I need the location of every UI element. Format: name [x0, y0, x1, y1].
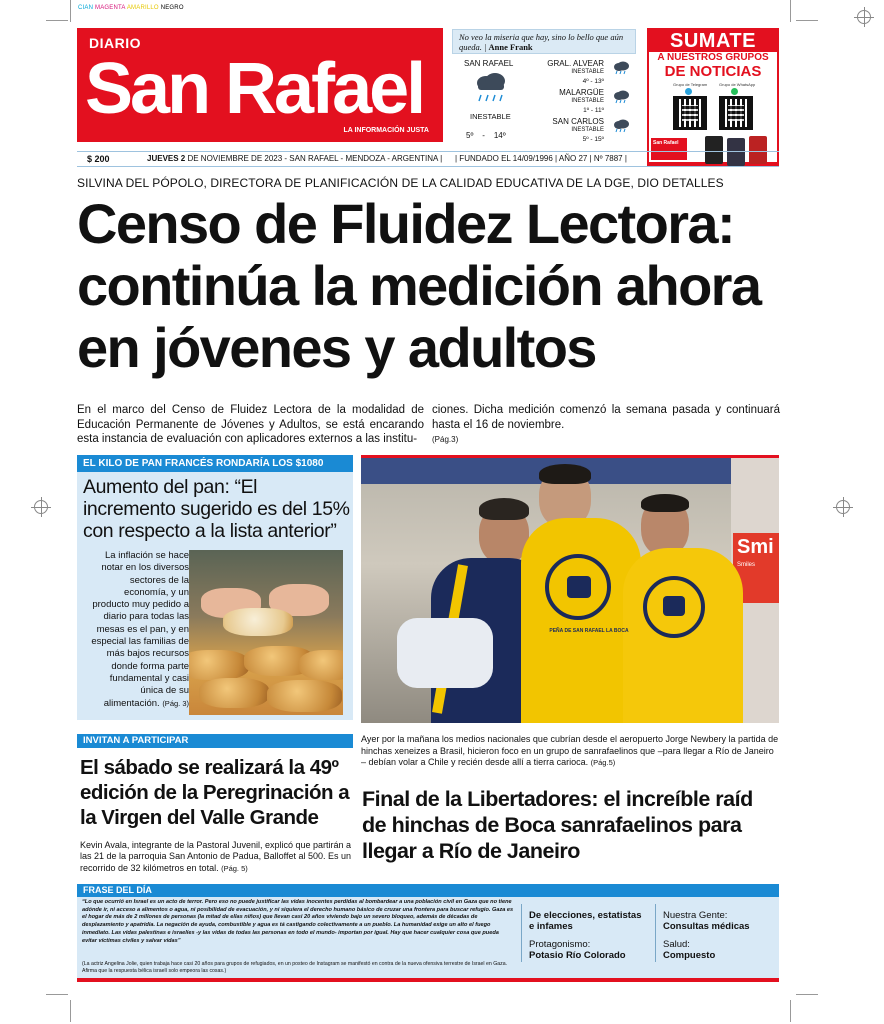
boca-fans-photo	[361, 455, 779, 723]
cmyk-magenta: MAGENTA	[95, 5, 126, 11]
issue-date	[147, 152, 442, 166]
weather-city-state: INESTABLE	[571, 98, 604, 104]
weather-city-sancarlos	[552, 117, 604, 144]
lead-body-col2	[432, 403, 780, 448]
weather-main-state: INESTABLE	[470, 112, 511, 121]
color-registration-legend	[78, 5, 184, 11]
bread-shape	[299, 650, 343, 680]
whatsapp-icon	[731, 88, 738, 95]
bread-shape	[223, 608, 293, 636]
story-tag: INVITAN A PARTICIPAR	[77, 734, 353, 748]
lead-kicker: SILVINA DEL PÓPOLO, DIRECTORA DE PLANIFICACIÓN DE LA CALIDAD EDUCATIVA DE LA DGE, DIO DETALLES	[77, 176, 724, 190]
crop-mark	[46, 994, 68, 995]
rain-cloud-icon	[612, 61, 630, 75]
pena-logo-center	[567, 576, 591, 598]
weather-main-sep: -	[482, 131, 485, 140]
rain-cloud-icon	[612, 90, 630, 104]
masthead-logo	[77, 28, 443, 142]
story-title: Aumento del pan: “El incremento sugerido es del 15% con respecto a la lista anterior”	[83, 476, 350, 542]
lead-headline[interactable]	[77, 193, 787, 379]
person-hair	[641, 494, 689, 512]
crop-mark	[70, 0, 71, 22]
masthead-diario: DIARIO	[89, 35, 141, 51]
story-body	[85, 550, 189, 710]
page-ref[interactable]: (Pág. 3)	[162, 698, 189, 708]
news-groups-ad[interactable]	[647, 28, 779, 166]
quote-of-the-day	[77, 884, 779, 982]
weather-main-max: 14º	[493, 131, 506, 140]
crop-mark	[70, 1000, 71, 1022]
index-value: Compuesto	[663, 950, 716, 961]
crop-mark	[796, 20, 818, 21]
daily-quote: No veo la miseria que hay, sino lo bello que aún queda. | Anne Frank	[452, 29, 636, 54]
index-item-protagonismo[interactable]	[529, 939, 649, 961]
weather-city-state: INESTABLE	[571, 127, 604, 133]
issue-date-rest: DE NOVIEMBRE DE 2023 - SAN RAFAEL - MENDOZA - ARGENTINA |	[185, 154, 443, 163]
lead-body-text: ciones. Dicha medición comenzó la semana pasada y continuará hasta el 16 de noviembre.	[432, 404, 780, 431]
lead-headline-line: continúa la medición ahora	[77, 254, 761, 317]
pilgrimage-body	[80, 840, 355, 874]
weather-city-state: INESTABLE	[571, 69, 604, 75]
registration-mark-icon	[857, 10, 871, 24]
masthead-name: San Rafael	[85, 49, 424, 129]
qr-label-whatsapp: Grupo de WhatsApp	[719, 82, 756, 87]
frase-note: (La actriz Angelina Jolie, quien trabaja hace casi 20 años para grupos de refugiados, en un posteo de Instagram se manifestó en contra de la nueva ofensiva terrestre de Israel en Gaza. Afirma que la respuesta bélica israelí solo empeora las cosas.)	[82, 961, 508, 974]
bread-shape	[199, 678, 269, 708]
qr-code-whatsapp[interactable]	[719, 96, 753, 130]
weather-city-temps: 5º - 15º	[582, 136, 604, 143]
weather-city-malargue	[559, 88, 604, 115]
story-tag: FRASE DEL DÍA	[77, 884, 779, 897]
boca-headline[interactable]: Final de la Libertadores: el increíble raíd de hinchas de Boca sanrafaelinos para llegar a Río de Janeiro	[362, 787, 753, 863]
weather-city-temps: 1º - 11º	[583, 107, 604, 114]
issue-founded: | FUNDADO EL 14/09/1996 | AÑO 27 | Nº 7887 |	[455, 154, 627, 163]
cmyk-cyan: CIAN	[78, 5, 94, 11]
rain-drops-icon	[478, 94, 506, 104]
index-label: Salud:	[663, 939, 690, 950]
index-item-salud[interactable]	[663, 939, 779, 961]
bread-shape	[189, 650, 249, 680]
weather-city-name: MALARGÜE	[559, 88, 604, 97]
issue-weekday: JUEVES 2	[147, 154, 186, 163]
dateline-bar	[77, 151, 779, 167]
quote-author: Anne Frank	[488, 42, 533, 52]
index-value: Potasio Río Colorado	[529, 950, 626, 961]
registration-mark-icon	[34, 500, 48, 514]
story-body-text: Kevin Avala, integrante de la Pastoral Juvenil, explicó que partirán a las 21 de la parroquia San Antonio de Padua, Balloffet al 500. Es un recorrido de 32 kilómetros en total.	[80, 840, 352, 873]
qr-label-telegram: Grupo de Telegram	[673, 82, 708, 87]
crop-mark	[790, 0, 791, 22]
airline-sign-small: Smiles	[737, 562, 756, 568]
crop-mark	[46, 20, 68, 21]
frase-text: “Lo que ocurrió en Israel es un acto de terror. Pero eso no puede justificar las vidas inocentes perdidas al bombardear a una población civil en Gaza que no tiene adónde ir, ni acceso a alimentos o agua, ni posibilidad de evacuación, y ni siquiera el derecho humano básico de cruzar una frontera para buscar refugio. Gaza es el hogar de más de 2 millones de personas (la mitad de ellas niños) que llevan casi 20 años viviendo bajo un severo bloqueo, además de décadas de desplazamiento y apatridia. La negación de ayuda, combustible y agua es tá castigando colectivamente a un pueblo. La humanidad exige un alto el fuego inmediato. Las vidas palestinas e israelíes -y las vidas de todas las personas en todo el mundo- importan por igual. Hay que hacer cualquier cosa que pueda evitar víctimas civiles y salvar vidas”	[82, 899, 514, 944]
divider	[655, 904, 656, 962]
page-ref[interactable]: (Pág. 5)	[221, 863, 248, 873]
crop-mark	[796, 994, 818, 995]
rain-cloud-icon	[612, 119, 630, 133]
rain-cloud-icon	[474, 72, 508, 94]
person-hair	[479, 498, 529, 520]
page-ref[interactable]: (Pág.3)	[432, 435, 459, 444]
weather-city-temps: 4º - 13º	[582, 78, 604, 85]
weather-panel	[452, 56, 636, 146]
divider	[521, 904, 522, 962]
bread-shape	[267, 680, 342, 712]
index-item-nuestra-gente[interactable]	[663, 910, 779, 932]
bread-photo	[189, 550, 343, 715]
story-tag: EL KILO DE PAN FRANCÉS RONDARÍA LOS $1080	[77, 455, 353, 472]
index-label: Protagonismo:	[529, 939, 591, 950]
bread-price-story[interactable]	[77, 455, 353, 720]
lead-body-col1: En el marco del Censo de Fluidez Lectora de la modalidad de Educación Permanente de Jóvenes y Adultos, se está encarando esta instancia de evaluación con aplicadores externos a las institu-	[77, 404, 424, 445]
airline-sign-text: Smi	[737, 536, 774, 558]
registration-mark-icon	[836, 500, 850, 514]
pena-logo-center	[663, 596, 685, 616]
index-title: De elecciones, estatistas e infames	[529, 910, 642, 932]
index-value: Consultas médicas	[663, 921, 750, 932]
index-item-elecciones[interactable]	[529, 910, 649, 932]
folded-flag	[397, 618, 493, 688]
weather-city-alvear	[547, 59, 604, 86]
caption-text: Ayer por la mañana los medios nacionales que cubrían desde el aeropuerto Jorge Newbery la partida de hinchas xeneizes a Brasil, hicieron foco en un grupo de sanrafaelinos que –para llegar a Río de Janeiro – debían volar a Chile y recién desde allí a tierra carioca.	[361, 734, 779, 767]
quote-text: No veo la miseria que hay, sino lo bello que aún queda.	[459, 32, 624, 52]
page-ref[interactable]: (Pág.5)	[590, 758, 616, 767]
photo-caption	[361, 734, 781, 769]
ad-mini-badge-text: San Rafael	[653, 140, 679, 146]
pilgrimage-headline[interactable]: El sábado se realizará la 49º edición de la Peregrinación a la Virgen del Valle Grande	[80, 756, 350, 829]
crop-mark	[790, 1000, 791, 1022]
ad-subtitle: A NUESTROS GRUPOS	[649, 52, 777, 63]
weather-city-name: SAN CARLOS	[552, 117, 604, 126]
ad-title: SUMATE	[670, 30, 756, 52]
lead-headline-line: Censo de Fluidez Lectora:	[77, 192, 734, 255]
sweater-text: PEÑA DE SAN RAFAEL LA BOCA	[549, 628, 629, 634]
masthead-tagline: LA INFORMACIÓN JUSTA	[343, 127, 429, 134]
ad-qr-area	[649, 80, 777, 162]
qr-code-telegram[interactable]	[673, 96, 707, 130]
telegram-icon	[685, 88, 692, 95]
ad-subtitle-2: DE NOTICIAS	[649, 63, 777, 80]
cmyk-yellow: AMARILLO	[126, 5, 159, 11]
weather-main-temp	[466, 131, 506, 140]
weather-main-min: 5º	[466, 131, 474, 140]
issue-price: $ 200	[87, 154, 110, 164]
lead-headline-line: en jóvenes y adultos	[77, 316, 596, 379]
index-label: Nuestra Gente:	[663, 910, 728, 921]
weather-main-city: SAN RAFAEL	[464, 59, 514, 68]
weather-city-name: GRAL. ALVEAR	[547, 59, 604, 68]
story-body-text: La inflación se hace notar en los diversos sectores de la economía, y un producto muy pedido a diario para todas las mesas es el pan, y en especial las familias de más bajos recursos donde forma parte fundamental y casi única de su alimentación.	[91, 550, 189, 709]
cmyk-black: NEGRO	[160, 5, 184, 11]
person-hair	[539, 464, 591, 484]
